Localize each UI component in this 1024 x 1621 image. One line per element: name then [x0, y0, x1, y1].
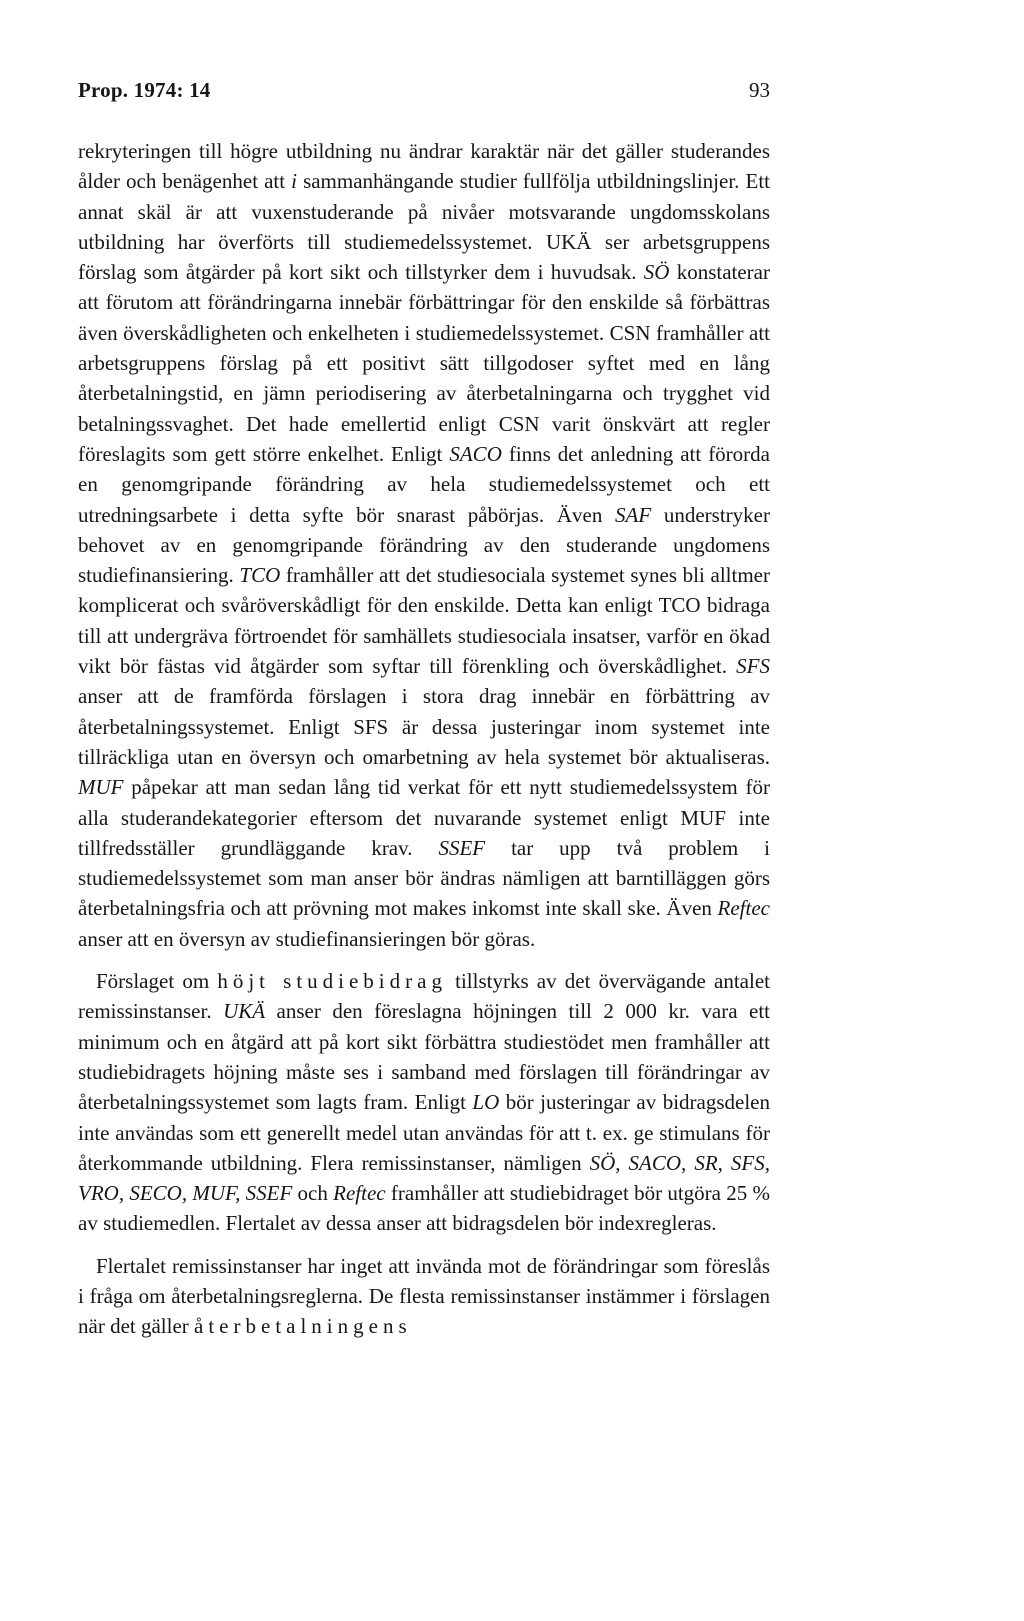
organization-name: Reftec — [717, 896, 770, 921]
organization-name: SSEF — [438, 835, 486, 860]
text-run: tillstyrks av det övervägande antalet remissinstanser. — [78, 969, 770, 1024]
emphasis: i — [291, 169, 297, 194]
body-text — [78, 136, 770, 1354]
paragraph-2 — [78, 966, 770, 1239]
text-run: konstaterar att förutom att förändringarna innebär förbättringar för den enskilde så förbättras även överskådligheten och enkelheten i studiemedelssystemet. CSN framhåller att arbetsgruppens förslag på ett positivt sätt tillgodoser syftet med en lång återbetalningstid, en jämn periodisering av återbetalningarna och trygghet vid betalningssvaghet. Det hade emellertid enligt CSN varit önskvärt att regler föreslagits som gett större enkelhet. Enligt — [78, 260, 770, 466]
text-run: finns det anledning att förorda en genomgripande förändring av hela studiemedelssystemet och ett utredningsarbete i detta syfte bör snarast påbörjas. Även — [78, 441, 770, 527]
organization-name: SFS — [736, 654, 770, 679]
spaced-emphasis: höjt studiebidrag — [217, 969, 447, 994]
text-run: framhåller att det studiesociala systemet synes bli alltmer komplicerat och svåröverskådligt för den enskilde. Detta kan enligt TCO bidraga till att undergräva förtroendet för samhällets studiesociala insatser, varför en ökad vikt bör fästas vid åtgärder som syftar till förenkling och överskådlighet. — [78, 563, 770, 679]
organization-name: SACO — [449, 441, 502, 466]
document-reference: Prop. 1974: 14 — [78, 78, 211, 102]
text-run: Flertalet remissinstanser har inget att invända mot de förändringar som föreslås i fråga om återbetalningsreglerna. De flesta remissinstanser instämmer i förslagen när det gäller — [78, 1253, 770, 1339]
text-run: anser att en översyn av studiefinansieringen bör göras. — [78, 926, 536, 951]
text-run: anser att de framförda förslagen i stora drag innebär en förbättring av återbetalningssystemet. Enligt SFS är dessa justeringar inom systemet inte tillräckliga utan en översyn och omarbetning av hela systemet bör aktualiseras. — [78, 684, 770, 769]
text-run: Förslaget om — [96, 969, 218, 994]
organization-name: TCO — [239, 563, 281, 588]
page-header — [78, 78, 770, 110]
organization-name: LO — [472, 1090, 500, 1115]
organization-name: SÖ — [643, 260, 670, 285]
text-run: anser den föreslagna höjningen till 2 000 kr. vara ett minimum och en åtgärd att på kort sikt förbättra studiestödet men framhåller att studiebidragets höjning måste ses i samband med förslagen till förändringar av återbetalningssystemet som lagts fram. Enligt — [78, 999, 770, 1115]
text-run: påpekar att man sedan lång tid verkat för ett nytt studiemedelssystem för alla studerandekategorier eftersom det nuvarande systemet enligt MUF inte tillfredsställer grundläggande krav. — [78, 775, 770, 860]
organization-list: SÖ, SACO, SR, SFS, VRO, SECO, MUF, SSEF — [78, 1150, 770, 1206]
spaced-emphasis: återbetalningens — [194, 1314, 412, 1339]
text-run: framhåller att studiebidraget bör utgöra 25 % av studiemedlen. Flertalet av dessa anser att bidragsdelen bör indexregleras. — [78, 1181, 770, 1236]
text-run: understryker behovet av en genomgripande förändring av den studerande ungdomens studiefinansiering. — [78, 502, 770, 588]
text-run: och — [292, 1181, 334, 1206]
text-run: rekryteringen till högre utbildning nu ändrar karaktär när det gäller studerandes ålder och benägenhet att — [78, 139, 770, 194]
text-run: bör justeringar av bidragsdelen inte användas som ett generellt medel utan användas för att t. ex. ge stimulans för återkommande utbildning. Flera remissinstanser, nämligen — [78, 1090, 770, 1175]
organization-name: UKÄ — [223, 999, 266, 1024]
paragraph-1 — [78, 136, 770, 954]
text-run: sammanhängande studier fullfölja utbildningslinjer. Ett annat skäl är att vuxenstuderande på nivåer motsvarande ungdomsskolans utbildning har överförts till studiemedelssystemet. UKÄ ser arbetsgruppens förslag som åtgärder på kort sikt och tillstyrker dem i huvudsak. — [78, 169, 770, 285]
page-number: 93 — [749, 78, 770, 102]
text-run: tar upp två problem i studiemedelssystemet som man anser bör ändras nämligen att barntilläggen görs återbetalningsfria och att prövning mot makes inkomst inte skall ske. Även — [78, 835, 770, 921]
organization-name: Reftec — [333, 1181, 386, 1206]
organization-name: MUF — [78, 775, 124, 800]
paragraph-3 — [78, 1251, 770, 1342]
organization-name: SAF — [615, 502, 652, 527]
